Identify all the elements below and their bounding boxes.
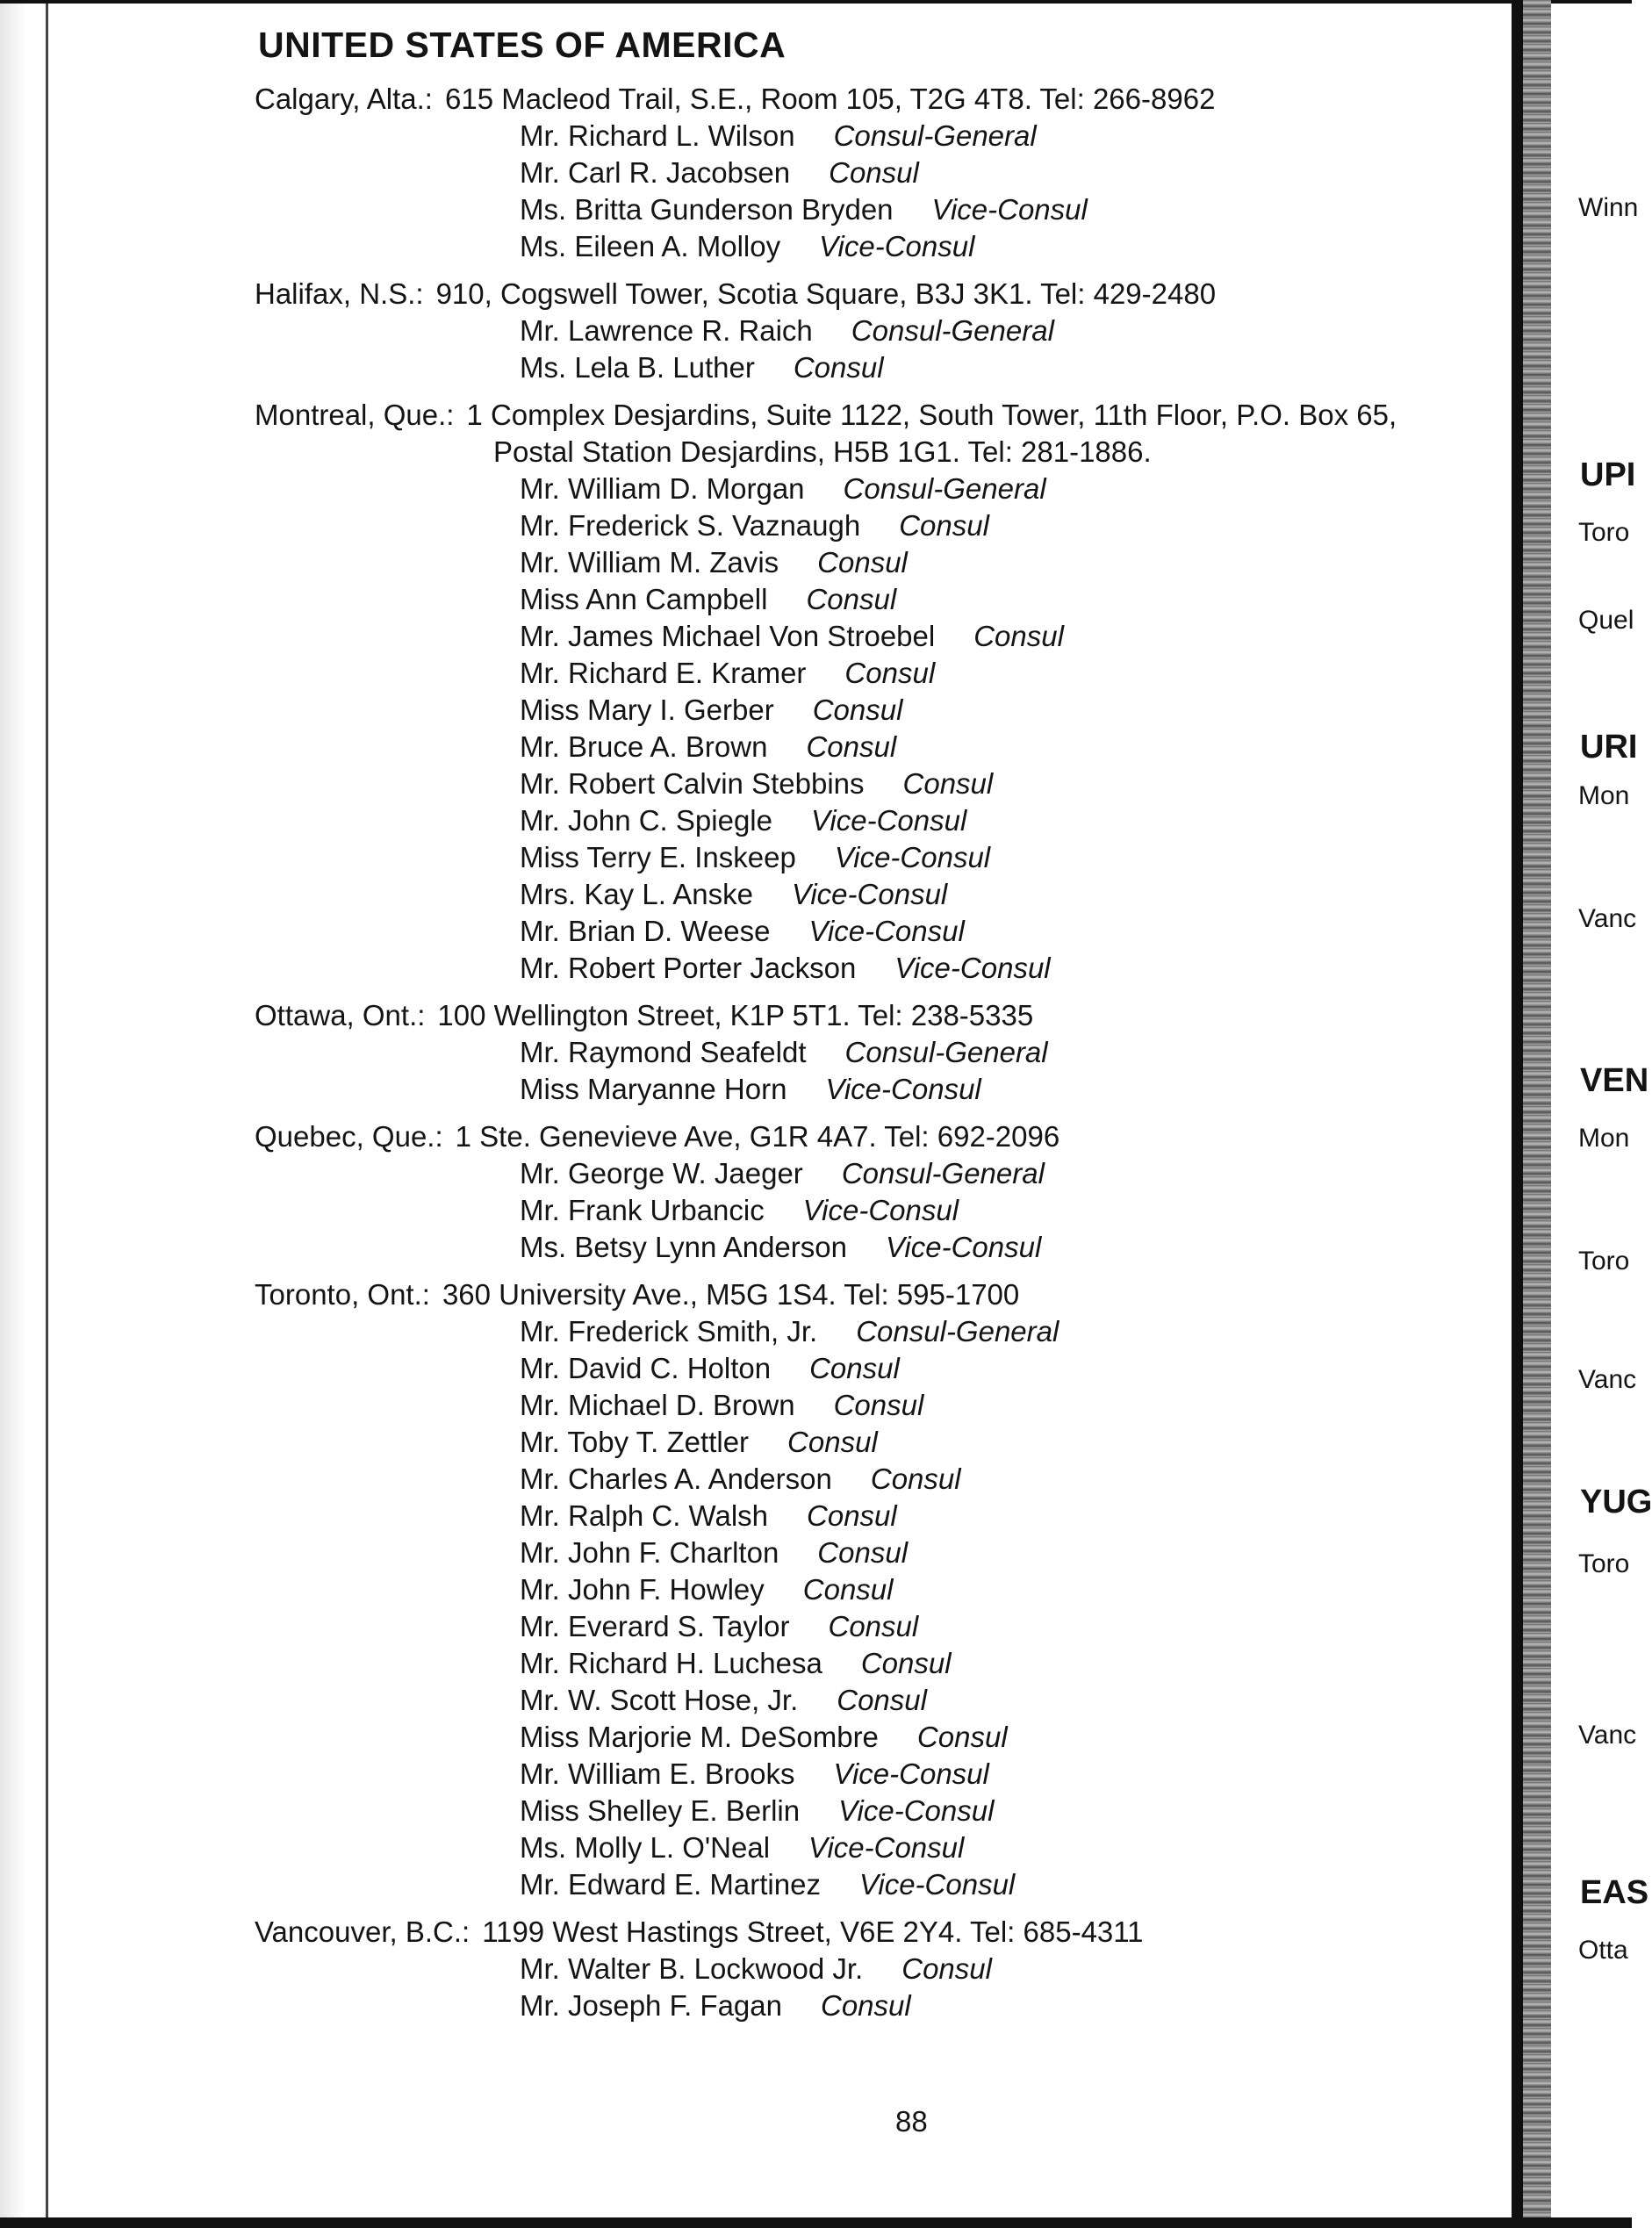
book-gutter — [1523, 0, 1551, 2228]
official-title: Consul — [809, 1352, 900, 1384]
official-entry — [520, 950, 1501, 987]
official-title: Consul — [901, 1952, 992, 1985]
official-title: Consul — [787, 1426, 878, 1458]
left-margin-rule — [46, 0, 48, 2228]
official-entry — [520, 802, 1501, 839]
officials-list — [255, 471, 1501, 987]
page-number: 88 — [895, 2105, 928, 2138]
official-name: Ms. Molly L. O'Neal — [520, 1831, 771, 1864]
official-name: Mr. Frank Urbancic — [520, 1194, 765, 1226]
official-name: Mr. Michael D. Brown — [520, 1389, 795, 1421]
official-name: Mr. Charles A. Anderson — [520, 1463, 832, 1495]
facing-city-label: Otta — [1578, 1936, 1628, 1965]
official-name: Ms. Eileen A. Molloy — [520, 230, 781, 262]
official-name: Mr. Lawrence R. Raich — [520, 314, 813, 347]
official-name: Mr. John C. Spiegle — [520, 804, 772, 837]
post-address-continued: Postal Station Desjardins, H5B 1G1. Tel: 281-1886. — [493, 435, 1152, 468]
official-name: Miss Terry E. Inskeep — [520, 841, 796, 873]
official-entry — [520, 507, 1501, 544]
officials-list — [255, 1951, 1501, 2024]
official-title: Vice-Consul — [808, 915, 965, 947]
post-address: 1 Ste. Genevieve Ave, G1R 4A7. Tel: 692-2096 — [455, 1120, 1060, 1153]
official-entry — [520, 1534, 1501, 1571]
consular-post — [255, 397, 1501, 987]
facing-city-label: Toro — [1578, 1549, 1630, 1578]
official-title: Consul — [802, 1573, 894, 1606]
official-entry — [520, 765, 1501, 802]
official-name: Mr. Raymond Seafeldt — [520, 1036, 807, 1068]
scan-left-margin — [0, 0, 26, 2228]
post-address: 100 Wellington Street, K1P 5T1. Tel: 238-5335 — [437, 999, 1034, 1031]
official-name: Mr. William E. Brooks — [520, 1757, 795, 1790]
facing-city-label: Mon — [1578, 1124, 1630, 1153]
official-entry — [520, 1571, 1501, 1608]
post-city: Halifax, N.S.: — [255, 277, 424, 310]
consular-post — [255, 1118, 1501, 1266]
post-header — [255, 997, 1501, 1034]
official-title: Consul — [806, 583, 897, 615]
official-title: Consul — [860, 1647, 952, 1679]
official-name: Mr. Brian D. Weese — [520, 915, 771, 947]
official-title: Consul — [916, 1721, 1008, 1753]
official-name: Mrs. Kay L. Anske — [520, 878, 753, 910]
official-name: Ms. Britta Gunderson Bryden — [520, 193, 894, 226]
post-city: Ottawa, Ont.: — [255, 999, 426, 1031]
facing-country-heading: VEN — [1580, 1062, 1649, 1099]
official-title: Consul — [837, 1684, 927, 1716]
facing-country-heading: EAS — [1580, 1874, 1649, 1911]
official-entry — [520, 655, 1501, 692]
official-entry — [520, 876, 1501, 913]
official-entry — [520, 1682, 1501, 1719]
official-entry — [520, 581, 1501, 618]
facing-page-fragment — [1555, 0, 1652, 2228]
official-title: Consul — [844, 657, 936, 689]
official-entry — [520, 1866, 1501, 1903]
post-header — [255, 276, 1501, 313]
official-title: Vice-Consul — [810, 804, 967, 837]
official-entry — [520, 1192, 1501, 1229]
consular-posts — [255, 81, 1501, 2024]
official-name: Mr. Richard L. Wilson — [520, 119, 795, 152]
facing-city-label: Vanc — [1578, 1721, 1637, 1750]
country-heading: UNITED STATES OF AMERICA — [258, 25, 786, 65]
official-name: Mr. Ralph C. Walsh — [520, 1499, 769, 1532]
official-entry — [520, 349, 1501, 386]
consular-post — [255, 1276, 1501, 1903]
official-entry — [520, 729, 1501, 765]
official-title: Vice-Consul — [808, 1831, 965, 1864]
official-title: Vice-Consul — [931, 193, 1088, 226]
official-title: Consul — [833, 1389, 924, 1421]
official-name: Mr. George W. Jaeger — [520, 1157, 803, 1189]
official-name: Mr. Toby T. Zettler — [520, 1426, 750, 1458]
official-name: Mr. Carl R. Jacobsen — [520, 156, 791, 189]
official-entry — [520, 1155, 1501, 1192]
official-title: Consul — [820, 1989, 911, 2022]
official-entry — [520, 1793, 1501, 1829]
officials-list — [255, 1155, 1501, 1266]
official-entry — [520, 839, 1501, 876]
facing-city-label: Toro — [1578, 1247, 1630, 1276]
consular-post — [255, 276, 1501, 386]
official-title: Consul — [807, 1499, 897, 1532]
official-entry — [520, 1034, 1501, 1071]
post-address: 1 Complex Desjardins, Suite 1122, South Tower, 11th Floor, P.O. Box 65, — [466, 399, 1397, 431]
official-title: Consul — [973, 620, 1064, 652]
official-entry — [520, 155, 1501, 191]
official-entry — [520, 118, 1501, 155]
official-title: Vice-Consul — [885, 1231, 1042, 1263]
official-title: Consul-General — [856, 1315, 1059, 1348]
official-entry — [520, 1498, 1501, 1534]
official-entry — [520, 313, 1501, 349]
official-entry — [520, 228, 1501, 265]
official-entry — [520, 1987, 1501, 2024]
official-name: Mr. Frederick S. Vaznaugh — [520, 509, 861, 542]
official-entry — [520, 471, 1501, 507]
official-name: Mr. W. Scott Hose, Jr. — [520, 1684, 799, 1716]
official-title: Vice-Consul — [833, 1757, 989, 1790]
official-entry — [520, 1350, 1501, 1387]
official-title: Consul — [817, 546, 908, 579]
official-title: Consul — [828, 1610, 919, 1642]
post-header — [255, 81, 1501, 118]
official-entry — [520, 692, 1501, 729]
official-entry — [520, 1608, 1501, 1645]
bottom-rule — [0, 2217, 1632, 2228]
officials-list — [255, 313, 1501, 386]
official-entry — [520, 1313, 1501, 1350]
official-name: Ms. Betsy Lynn Anderson — [520, 1231, 847, 1263]
facing-country-heading: URI — [1580, 729, 1638, 765]
official-name: Miss Ann Campbell — [520, 583, 768, 615]
official-title: Vice-Consul — [825, 1073, 981, 1105]
official-title: Consul — [899, 509, 989, 542]
post-header — [255, 1276, 1501, 1313]
top-rule — [0, 0, 1632, 4]
post-city: Calgary, Alta.: — [255, 83, 433, 115]
official-title: Vice-Consul — [819, 230, 975, 262]
facing-country-heading: UPI — [1580, 456, 1636, 493]
official-title: Vice-Consul — [834, 841, 991, 873]
official-name: Mr. Richard H. Luchesa — [520, 1647, 822, 1679]
official-name: Mr. James Michael Von Stroebel — [520, 620, 936, 652]
official-entry — [520, 1387, 1501, 1424]
facing-city-label: Vanc — [1578, 904, 1637, 933]
official-name: Mr. William M. Zavis — [520, 546, 779, 579]
official-name: Miss Maryanne Horn — [520, 1073, 787, 1105]
post-city: Quebec, Que.: — [255, 1120, 443, 1153]
official-title: Vice-Consul — [791, 878, 948, 910]
official-name: Mr. John F. Howley — [520, 1573, 765, 1606]
facing-city-label: Quel — [1578, 606, 1634, 635]
official-name: Mr. Bruce A. Brown — [520, 730, 768, 763]
official-entry — [520, 1829, 1501, 1866]
official-name: Mr. Robert Porter Jackson — [520, 952, 857, 984]
official-name: Mr. Joseph F. Fagan — [520, 1989, 782, 2022]
official-title: Consul — [812, 694, 903, 726]
official-title: Consul-General — [851, 314, 1054, 347]
official-title: Vice-Consul — [802, 1194, 959, 1226]
official-entry — [520, 1645, 1501, 1682]
post-address: 615 Macleod Trail, S.E., Room 105, T2G 4T8. Tel: 266-8962 — [444, 83, 1216, 115]
official-title: Consul — [806, 730, 897, 763]
consular-post — [255, 997, 1501, 1108]
book-gutter-shadow — [1512, 0, 1524, 2228]
official-title: Consul-General — [841, 1157, 1045, 1189]
officials-list — [255, 1034, 1501, 1108]
official-title: Vice-Consul — [894, 952, 1051, 984]
officials-list — [255, 1313, 1501, 1903]
official-name: Miss Shelley E. Berlin — [520, 1794, 801, 1827]
official-entry — [520, 1719, 1501, 1756]
facing-city-label: Vanc — [1578, 1365, 1637, 1394]
official-name: Mr. Robert Calvin Stebbins — [520, 767, 865, 800]
official-title: Consul — [870, 1463, 961, 1495]
post-header — [255, 1118, 1501, 1155]
official-title: Consul — [817, 1536, 909, 1569]
official-entry — [520, 1461, 1501, 1498]
official-name: Miss Marjorie M. DeSombre — [520, 1721, 879, 1753]
officials-list — [255, 118, 1501, 265]
official-name: Mr. Walter B. Lockwood Jr. — [520, 1952, 864, 1985]
official-title: Consul-General — [844, 1036, 1048, 1068]
official-entry — [520, 1424, 1501, 1461]
official-title: Vice-Consul — [858, 1868, 1016, 1901]
official-name: Mr. Frederick Smith, Jr. — [520, 1315, 818, 1348]
official-name: Miss Mary I. Gerber — [520, 694, 774, 726]
post-city: Montreal, Que.: — [255, 399, 455, 431]
official-title: Consul-General — [843, 472, 1046, 505]
official-entry — [520, 1071, 1501, 1108]
official-entry — [520, 618, 1501, 655]
post-header — [255, 1914, 1501, 1951]
official-name: Ms. Lela B. Luther — [520, 351, 755, 384]
facing-city-label: Mon — [1578, 781, 1630, 810]
official-entry — [520, 544, 1501, 581]
official-entry — [520, 1951, 1501, 1987]
consular-post — [255, 81, 1501, 265]
consulate-listing — [255, 18, 1501, 2035]
official-name: Mr. Edward E. Martinez — [520, 1868, 821, 1901]
official-title: Consul — [829, 156, 919, 189]
official-name: Mr. William D. Morgan — [520, 472, 805, 505]
official-title: Consul — [902, 767, 994, 800]
official-entry — [520, 1756, 1501, 1793]
facing-city-label: Toro — [1578, 518, 1630, 547]
official-name: Mr. David C. Holton — [520, 1352, 772, 1384]
official-name: Mr. Richard E. Kramer — [520, 657, 807, 689]
post-city: Toronto, Ont.: — [255, 1278, 430, 1311]
official-entry — [520, 191, 1501, 228]
post-address: 360 University Ave., M5G 1S4. Tel: 595-1700 — [442, 1278, 1020, 1311]
consular-post — [255, 1914, 1501, 2024]
facing-country-heading: YUG — [1580, 1484, 1652, 1520]
official-entry — [520, 913, 1501, 950]
post-address: 1199 West Hastings Street, V6E 2Y4. Tel: 685-4311 — [482, 1915, 1144, 1948]
official-title: Consul-General — [833, 119, 1037, 152]
post-address: 910, Cogswell Tower, Scotia Square, B3J 3K1. Tel: 429-2480 — [435, 277, 1217, 310]
official-title: Consul — [793, 351, 884, 384]
official-name: Mr. John F. Charlton — [520, 1536, 779, 1569]
post-city: Vancouver, B.C.: — [255, 1915, 470, 1948]
official-name: Mr. Everard S. Taylor — [520, 1610, 790, 1642]
official-title: Vice-Consul — [838, 1794, 995, 1827]
post-header — [255, 397, 1501, 434]
official-entry — [520, 1229, 1501, 1266]
facing-city-label: Winn — [1578, 193, 1639, 222]
